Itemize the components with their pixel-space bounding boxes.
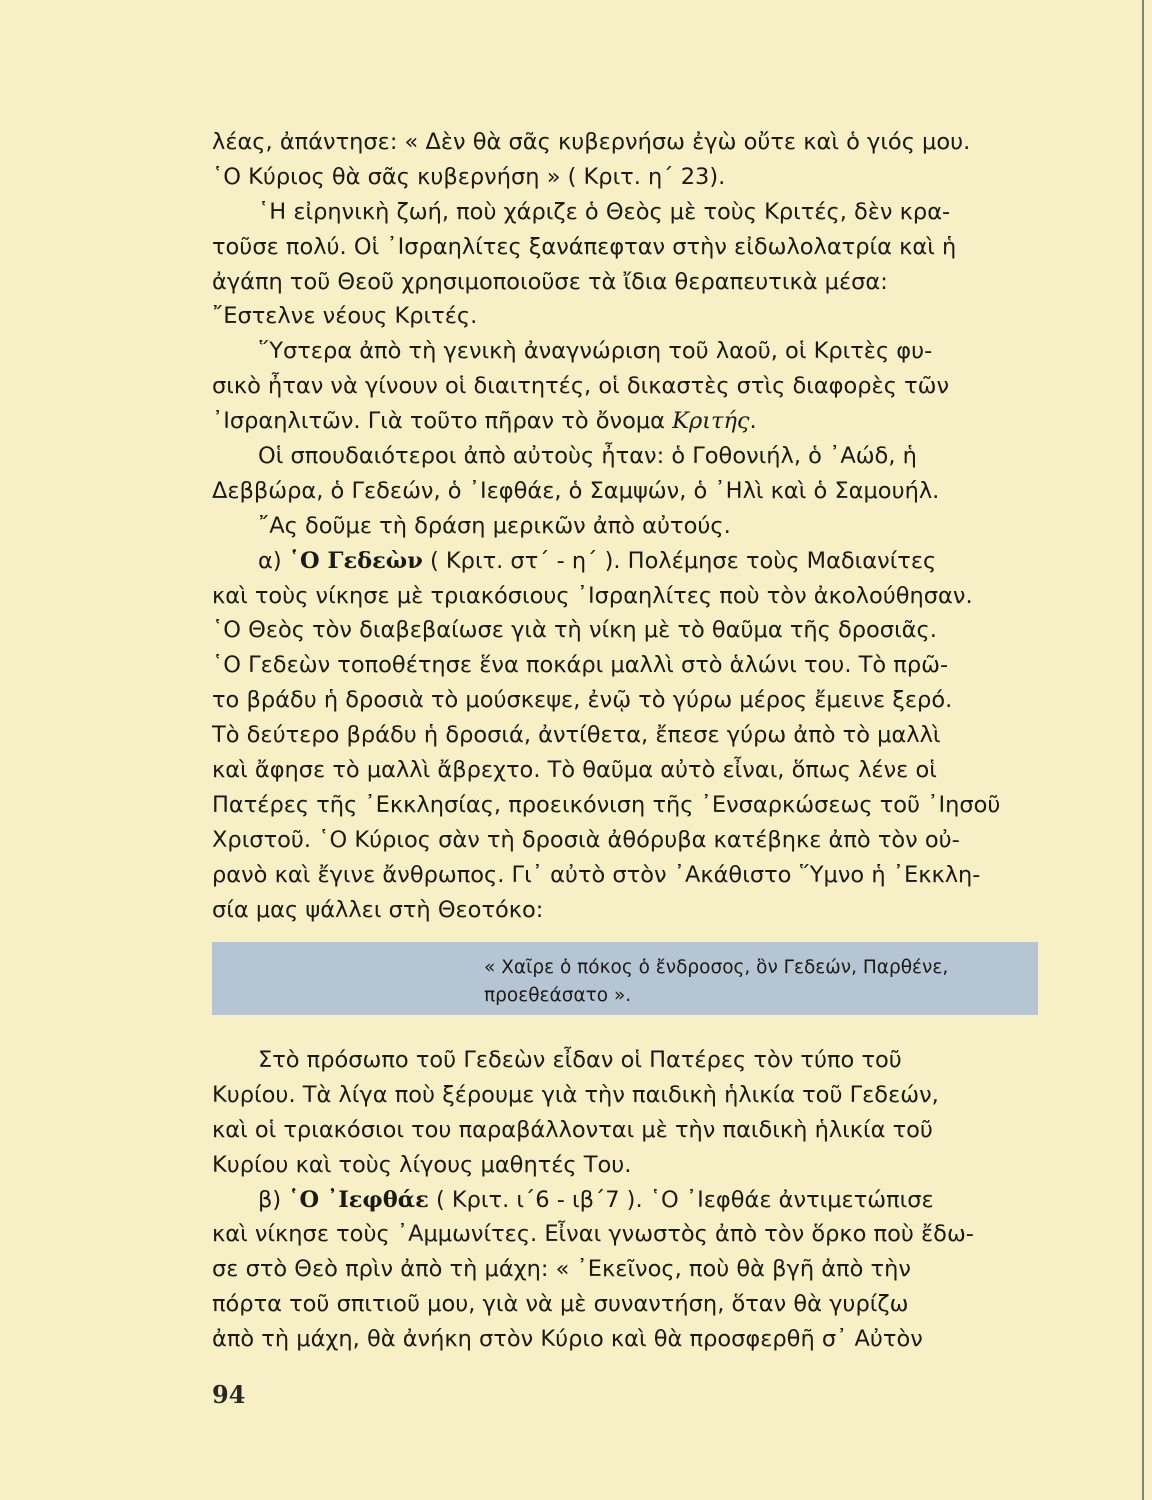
quote-line: « Χαῖρε ὁ πόκος ὁ ἔνδροσος, ὃν Γεδεών, Παρθένε, (484, 957, 949, 978)
text-line: ῎Ας δοῦμε τὴ δράση μερικῶν ἀπὸ αὐτούς. (258, 512, 731, 539)
jephthah-rest: ῾Ο ᾿Ιεφθάε ἀντιμετώπισε (649, 1186, 934, 1213)
text-line: Χριστοῦ. ῾Ο Κύριος σὰν τὴ δροσιὰ ἀθόρυβα κατέβηκε ἀπὸ τὸν οὐ- (212, 826, 960, 853)
text-line: Οἱ σπουδαιότεροι ἀπὸ αὐτοὺς ἦταν: ὁ Γοθονιήλ, ὁ ᾿Αώδ, ἡ (258, 443, 917, 470)
text-line: ρανὸ καὶ ἔγινε ἄνθρωπος. Γι᾿ αὐτὸ στὸν ᾿Ακάθιστο ῞Υμνο ἡ ᾿Εκκλη- (212, 861, 981, 888)
text-line: σία μας ψάλλει στὴ Θεοτόκο: (212, 896, 544, 923)
text-line-kritis (212, 404, 1042, 439)
gideon-ref: ( Κριτ. στ΄ - η΄ ). (430, 547, 621, 574)
text-line: πόρτα τοῦ σπιτιοῦ μου, γιὰ νὰ μὲ συναντήση, ὅταν θὰ γυρίζω (212, 1291, 909, 1318)
text-line: ἀπὸ τὴ μάχη, θὰ ἀνήκη στὸν Κύριο καὶ θὰ προσφερθῆ σ᾿ Αὐτὸν (212, 1326, 923, 1353)
body-text-top (212, 125, 1042, 927)
text-line: Κυρίου. Τὰ λίγα ποὺ ξέρουμε γιὰ τὴν παιδικὴ ἡλικία τοῦ Γεδεών, (212, 1081, 939, 1108)
page-number: 94 (212, 1380, 246, 1409)
gideon-heading (212, 544, 1042, 579)
jephthah-ref: ( Κριτ. ι΄6 - ιβ΄7 ). (435, 1186, 643, 1213)
quote-text (484, 954, 1024, 1010)
text-line: Στὸ πρόσωπο τοῦ Γεδεὼν εἶδαν οἱ Πατέρες τὸν τύπο τοῦ (258, 1047, 902, 1073)
page-edge-line (1142, 0, 1144, 1500)
jephthah-name: ῾Ο ᾿Ιεφθάε (288, 1186, 429, 1213)
text-line: ῾Ο Κύριος θὰ σᾶς κυβερνήση » ( Κριτ. η΄ 23). (212, 163, 726, 190)
text-line: Κυρίου καὶ τοὺς λίγους μαθητές Του. (212, 1151, 632, 1178)
gideon-label: α) (258, 547, 282, 574)
text-line: λέας, ἀπάντησε: « Δὲν θὰ σᾶς κυβερνήσω ἐγὼ οὔτε καὶ ὁ γιός μου. (212, 129, 971, 155)
kritis-term: Κριτής (672, 408, 750, 435)
text-line: ῾Η εἰρηνικὴ ζωή, ποὺ χάριζε ὁ Θεὸς μὲ τοὺς Κριτές, δὲν κρα- (258, 198, 951, 225)
jephthah-heading (212, 1183, 1042, 1218)
text-line: ῎Εστελνε νέους Κριτές. (212, 303, 478, 330)
jephthah-label: β) (258, 1186, 282, 1213)
quote-box (212, 942, 1038, 1015)
text-line: Δεββώρα, ὁ Γεδεών, ὁ ᾿Ιεφθάε, ὁ Σαμψών, ὁ ᾿Ηλὶ καὶ ὁ Σαμουήλ. (212, 477, 940, 504)
gideon-rest: Πολέμησε τοὺς Μαδιανίτες (627, 547, 937, 574)
text-line: Τὸ δεύτερο βράδυ ἡ δροσιά, ἀντίθετα, ἔπεσε γύρω ἀπὸ τὸ μαλλὶ (212, 722, 941, 749)
text-line: ἀγάπη τοῦ Θεοῦ χρησιμοποιοῦσε τὰ ἴδια θεραπευτικὰ μέσα: (212, 268, 888, 295)
text-line: Πατέρες τῆς ᾿Εκκλησίας, προεικόνιση τῆς ᾿Ενσαρκώσεως τοῦ ᾿Ιησοῦ (212, 791, 1001, 818)
text-line: το βράδυ ἡ δροσιὰ τὸ μούσκεψε, ἐνῷ τὸ γύρω μέρος ἔμεινε ξερό. (212, 687, 953, 714)
kritis-after: . (749, 408, 757, 435)
text-line: τοῦσε πολύ. Οἱ ᾿Ισραηλίτες ξανάπεφταν στὴν εἰδωλολατρία καὶ ἡ (212, 233, 957, 260)
text-line: ῞Υστερα ἀπὸ τὴ γενικὴ ἀναγνώριση τοῦ λαοῦ, οἱ Κριτὲς φυ- (258, 338, 933, 365)
quote-line: προεθεάσατο ». (484, 985, 632, 1006)
text-line: σε στὸ Θεὸ πρὶν ἀπὸ τὴ μάχη: « ᾿Εκεῖνος, ποὺ θὰ βγῆ ἀπὸ τὴν (212, 1256, 911, 1283)
text-line: ῾Ο Γεδεὼν τοποθέτησε ἕνα ποκάρι μαλλὶ στὸ ἁλώνι του. Τὸ πρῶ- (212, 652, 949, 679)
text-line: σικὸ ἦταν νὰ γίνουν οἱ διαιτητές, οἱ δικαστὲς στὶς διαφορὲς τῶν (212, 373, 950, 400)
text-line: καὶ ἄφησε τὸ μαλλὶ ἄβρεχτο. Τὸ θαῦμα αὐτὸ εἶναι, ὅπως λένε οἱ (212, 757, 937, 784)
text-line: ῾Ο Θεὸς τὸν διαβεβαίωσε γιὰ τὴ νίκη μὲ τὸ θαῦμα τῆς δροσιᾶς. (212, 617, 937, 644)
text-line: καὶ τοὺς νίκησε μὲ τριακόσιους ᾿Ισραηλίτες ποὺ τὸν ἀκολούθησαν. (212, 582, 973, 609)
kritis-before: ᾿Ισραηλιτῶν. Γιὰ τοῦτο πῆραν τὸ ὄνομα (212, 408, 673, 435)
text-line: καὶ νίκησε τοὺς ᾿Αμμωνίτες. Εἶναι γνωστὸς ἀπὸ τὸν ὅρκο ποὺ ἔδω- (212, 1221, 974, 1248)
text-line: καὶ οἱ τριακόσιοι του παραβάλλονται μὲ τὴν παιδικὴ ἡλικία τοῦ (212, 1116, 933, 1143)
body-text-bottom (212, 1043, 1042, 1357)
gideon-name: ῾Ο Γεδεὼν (288, 547, 423, 574)
